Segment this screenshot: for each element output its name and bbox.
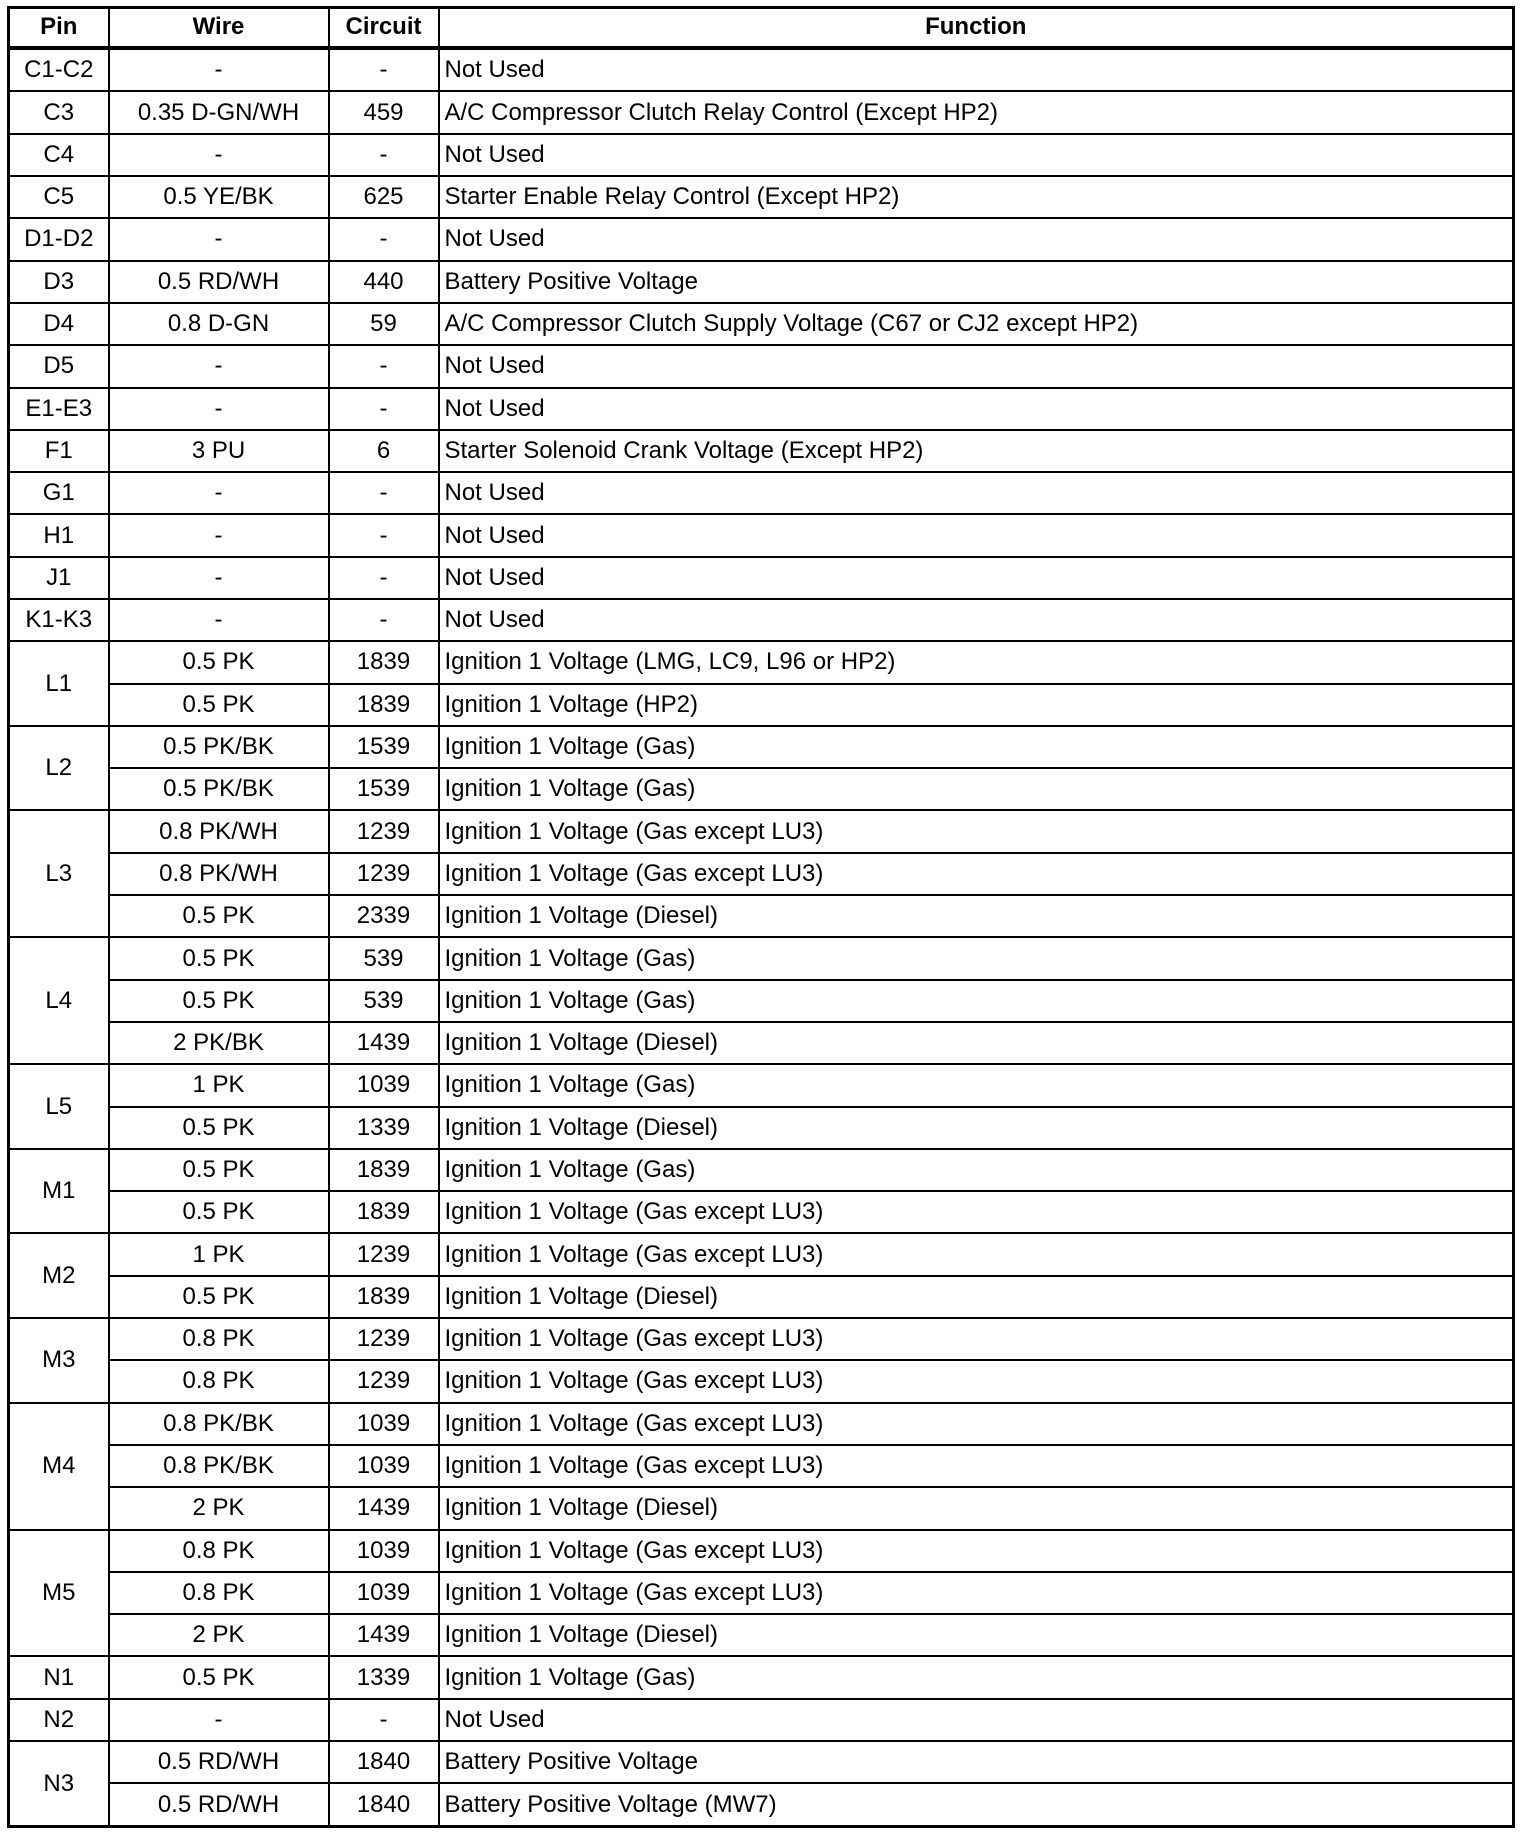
table-row [9,810,1514,852]
table-row [9,345,1514,387]
circuit-cell: 1439 [329,1022,439,1064]
function-cell: Not Used [439,345,1514,387]
pin-cell: H1 [9,514,109,556]
circuit-cell: - [329,218,439,260]
pin-cell: L3 [9,810,109,937]
circuit-cell: - [329,134,439,176]
wire-cell: 0.5 PK [109,641,329,683]
wire-cell: 0.8 PK [109,1318,329,1360]
function-cell: Ignition 1 Voltage (Gas except LU3) [439,1318,1514,1360]
pin-cell: G1 [9,472,109,514]
table-row [9,684,1514,726]
pin-cell: D1-D2 [9,218,109,260]
function-cell: Ignition 1 Voltage (Gas except LU3) [439,1530,1514,1572]
wire-cell: 2 PK/BK [109,1022,329,1064]
table-row [9,853,1514,895]
circuit-cell: 6 [329,430,439,472]
table-row [9,1318,1514,1360]
wire-cell: - [109,599,329,641]
circuit-cell: 459 [329,91,439,133]
circuit-cell: 1039 [329,1572,439,1614]
wire-cell: 0.5 PK [109,1276,329,1318]
table-row [9,514,1514,556]
table-row [9,1614,1514,1656]
table-body [9,48,1514,1827]
table-row [9,1107,1514,1149]
table-row [9,1699,1514,1741]
circuit-cell: 539 [329,937,439,979]
wire-cell: 0.8 PK/BK [109,1445,329,1487]
circuit-cell: 1039 [329,1445,439,1487]
circuit-cell: 1539 [329,726,439,768]
function-cell: Not Used [439,472,1514,514]
circuit-cell: - [329,514,439,556]
function-cell: Battery Positive Voltage [439,1741,1514,1783]
table-row [9,1783,1514,1826]
circuit-cell: 625 [329,176,439,218]
circuit-cell: 539 [329,980,439,1022]
circuit-cell: 1840 [329,1741,439,1783]
table-row [9,176,1514,218]
function-cell: Not Used [439,48,1514,92]
function-cell: Ignition 1 Voltage (Diesel) [439,1276,1514,1318]
table-row [9,980,1514,1022]
function-cell: A/C Compressor Clutch Relay Control (Except HP2) [439,91,1514,133]
pin-cell: C4 [9,134,109,176]
function-cell: Not Used [439,388,1514,430]
circuit-cell: 1339 [329,1656,439,1698]
wire-cell: 0.8 PK/WH [109,810,329,852]
function-cell: Ignition 1 Voltage (Gas) [439,1656,1514,1698]
function-cell: Ignition 1 Voltage (Diesel) [439,1022,1514,1064]
circuit-cell: 1239 [329,1318,439,1360]
pin-cell: M5 [9,1530,109,1657]
pin-cell: E1-E3 [9,388,109,430]
function-cell: Not Used [439,557,1514,599]
circuit-cell: 1539 [329,768,439,810]
pin-table [7,6,1515,1828]
wire-cell: 0.5 PK/BK [109,726,329,768]
table-row [9,388,1514,430]
function-cell: Ignition 1 Voltage (Gas except LU3) [439,1445,1514,1487]
wire-cell: - [109,345,329,387]
pin-cell: D5 [9,345,109,387]
circuit-cell: - [329,557,439,599]
pin-cell: N3 [9,1741,109,1827]
pin-cell: C1-C2 [9,48,109,92]
wire-cell: 0.5 PK [109,1107,329,1149]
wire-cell: 0.8 PK/BK [109,1403,329,1445]
function-cell: Ignition 1 Voltage (Gas except LU3) [439,810,1514,852]
table-row [9,557,1514,599]
table-row [9,1530,1514,1572]
pin-cell: M4 [9,1403,109,1530]
header-pin: Pin [9,8,109,48]
circuit-cell: 1039 [329,1403,439,1445]
table-row [9,1741,1514,1783]
wire-cell: 2 PK [109,1614,329,1656]
circuit-cell: 1239 [329,1233,439,1275]
circuit-cell: 1439 [329,1487,439,1529]
header-circuit: Circuit [329,8,439,48]
wire-cell: 0.5 PK/BK [109,768,329,810]
function-cell: Ignition 1 Voltage (Gas) [439,726,1514,768]
table-row [9,937,1514,979]
circuit-cell: 1839 [329,684,439,726]
table-row [9,134,1514,176]
table-row [9,641,1514,683]
wire-cell: 0.8 PK/WH [109,853,329,895]
table-row [9,1445,1514,1487]
pin-cell: L5 [9,1064,109,1149]
function-cell: Battery Positive Voltage [439,261,1514,303]
table-row [9,768,1514,810]
function-cell: Ignition 1 Voltage (Gas except LU3) [439,1403,1514,1445]
wire-cell: 0.5 YE/BK [109,176,329,218]
wire-cell: 0.8 PK [109,1360,329,1402]
circuit-cell: 1839 [329,1191,439,1233]
function-cell: Ignition 1 Voltage (Gas except LU3) [439,853,1514,895]
table-row [9,1191,1514,1233]
pin-cell: C3 [9,91,109,133]
pin-cell: D4 [9,303,109,345]
wire-cell: 0.8 D-GN [109,303,329,345]
circuit-cell: 1839 [329,641,439,683]
circuit-cell: 1839 [329,1276,439,1318]
table-row [9,599,1514,641]
wire-cell: 1 PK [109,1064,329,1106]
table-row [9,1360,1514,1402]
table-row [9,91,1514,133]
wire-cell: - [109,557,329,599]
function-cell: Ignition 1 Voltage (Diesel) [439,895,1514,937]
pin-cell: N1 [9,1656,109,1698]
function-cell: Ignition 1 Voltage (Gas except LU3) [439,1233,1514,1275]
function-cell: Battery Positive Voltage (MW7) [439,1783,1514,1826]
header-function: Function [439,8,1514,48]
pin-cell: J1 [9,557,109,599]
wire-cell: 2 PK [109,1487,329,1529]
table-row [9,261,1514,303]
table-row [9,1487,1514,1529]
wire-cell: - [109,388,329,430]
circuit-cell: - [329,599,439,641]
function-cell: Not Used [439,599,1514,641]
pin-cell: M2 [9,1233,109,1318]
wire-cell: - [109,514,329,556]
wire-cell: - [109,134,329,176]
table-row [9,1022,1514,1064]
wire-cell: 3 PU [109,430,329,472]
circuit-cell: 1239 [329,853,439,895]
pin-cell: M3 [9,1318,109,1403]
table-row [9,1403,1514,1445]
table-row [9,1656,1514,1698]
function-cell: Not Used [439,514,1514,556]
circuit-cell: 1840 [329,1783,439,1826]
pin-cell: L1 [9,641,109,726]
wire-cell: 0.5 PK [109,937,329,979]
circuit-cell: 1039 [329,1530,439,1572]
wire-cell: 0.5 PK [109,1191,329,1233]
function-cell: Ignition 1 Voltage (Gas) [439,937,1514,979]
wire-cell: 0.5 PK [109,684,329,726]
wire-cell: 0.5 RD/WH [109,1783,329,1826]
pin-cell: L4 [9,937,109,1064]
table-row [9,1572,1514,1614]
table-row [9,726,1514,768]
wire-cell: 0.5 RD/WH [109,261,329,303]
wire-cell: 0.5 PK [109,1149,329,1191]
function-cell: Not Used [439,218,1514,260]
circuit-cell: - [329,388,439,430]
table-row [9,472,1514,514]
function-cell: Ignition 1 Voltage (Gas) [439,768,1514,810]
function-cell: Ignition 1 Voltage (Gas except LU3) [439,1572,1514,1614]
circuit-cell: 1439 [329,1614,439,1656]
function-cell: Ignition 1 Voltage (Diesel) [439,1107,1514,1149]
circuit-cell: 440 [329,261,439,303]
table-row [9,48,1514,92]
function-cell: Ignition 1 Voltage (Gas) [439,1064,1514,1106]
pin-cell: N2 [9,1699,109,1741]
table-row [9,1064,1514,1106]
function-cell: Not Used [439,1699,1514,1741]
function-cell: Ignition 1 Voltage (Gas) [439,1149,1514,1191]
function-cell: Not Used [439,134,1514,176]
circuit-cell: 1239 [329,810,439,852]
wire-cell: - [109,48,329,92]
wire-cell: - [109,472,329,514]
header-wire: Wire [109,8,329,48]
circuit-cell: 1339 [329,1107,439,1149]
header-row [9,8,1514,48]
wire-cell: 0.8 PK [109,1572,329,1614]
table-row [9,218,1514,260]
circuit-cell: - [329,345,439,387]
circuit-cell: - [329,472,439,514]
wire-cell: 0.5 PK [109,980,329,1022]
circuit-cell: - [329,48,439,92]
pin-cell: M1 [9,1149,109,1234]
wire-cell: 0.5 RD/WH [109,1741,329,1783]
pin-cell: F1 [9,430,109,472]
circuit-cell: 1839 [329,1149,439,1191]
pin-cell: D3 [9,261,109,303]
table-row [9,430,1514,472]
function-cell: A/C Compressor Clutch Supply Voltage (C67 or CJ2 except HP2) [439,303,1514,345]
wire-cell: 0.35 D-GN/WH [109,91,329,133]
table-row [9,1233,1514,1275]
circuit-cell: 2339 [329,895,439,937]
function-cell: Ignition 1 Voltage (Gas except LU3) [439,1360,1514,1402]
function-cell: Ignition 1 Voltage (Gas) [439,980,1514,1022]
wire-cell: - [109,1699,329,1741]
function-cell: Ignition 1 Voltage (Diesel) [439,1614,1514,1656]
function-cell: Starter Enable Relay Control (Except HP2) [439,176,1514,218]
wire-cell: 0.8 PK [109,1530,329,1572]
circuit-cell: 59 [329,303,439,345]
table-row [9,303,1514,345]
table-row [9,895,1514,937]
function-cell: Ignition 1 Voltage (HP2) [439,684,1514,726]
pin-cell: K1-K3 [9,599,109,641]
table-row [9,1276,1514,1318]
circuit-cell: 1039 [329,1064,439,1106]
function-cell: Ignition 1 Voltage (LMG, LC9, L96 or HP2) [439,641,1514,683]
function-cell: Ignition 1 Voltage (Gas except LU3) [439,1191,1514,1233]
circuit-cell: 1239 [329,1360,439,1402]
pin-cell: L2 [9,726,109,811]
wire-cell: 1 PK [109,1233,329,1275]
table-row [9,1149,1514,1191]
function-cell: Starter Solenoid Crank Voltage (Except HP2) [439,430,1514,472]
wire-cell: - [109,218,329,260]
pin-cell: C5 [9,176,109,218]
circuit-cell: - [329,1699,439,1741]
function-cell: Ignition 1 Voltage (Diesel) [439,1487,1514,1529]
wire-cell: 0.5 PK [109,895,329,937]
wire-cell: 0.5 PK [109,1656,329,1698]
